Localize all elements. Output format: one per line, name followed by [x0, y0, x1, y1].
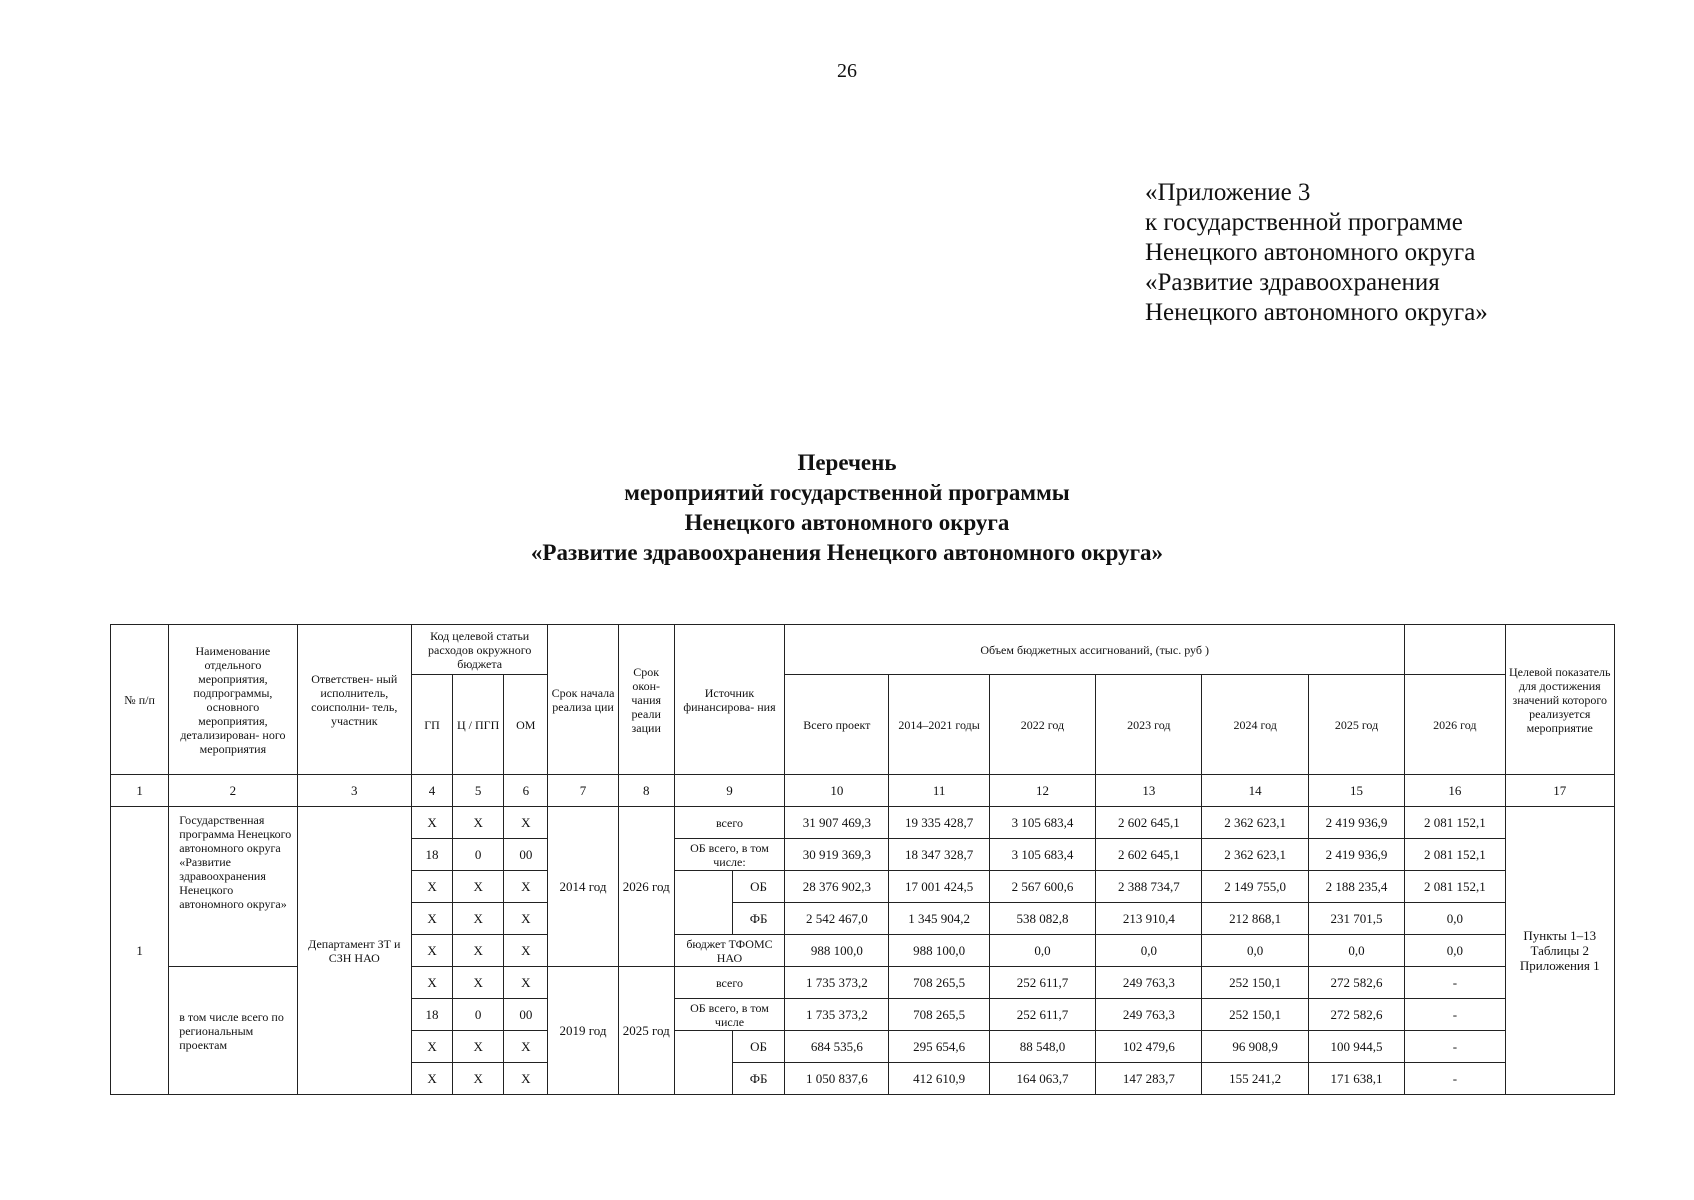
header-volume: Объем бюджетных ассигнований, (тыс. руб ) [785, 625, 1405, 675]
col-number: 4 [411, 775, 452, 807]
header-responsible: Ответствен- ный исполнитель, соисполни- тель, участник [297, 625, 411, 775]
source-indent [674, 1031, 732, 1095]
cell-value: 213 910,4 [1096, 903, 1202, 935]
cell-source: всего [674, 967, 784, 999]
document-title [0, 448, 1694, 568]
start-date: 2014 год [548, 807, 618, 967]
cell-value: 272 582,6 [1308, 967, 1404, 999]
col-number: 8 [618, 775, 674, 807]
cell-value: 708 265,5 [889, 967, 989, 999]
cell-om: Х [504, 903, 548, 935]
cell-source: всего [674, 807, 784, 839]
cell-value: 2 362 623,1 [1202, 839, 1308, 871]
header-start: Срок начала реализа ции [548, 625, 618, 775]
cell-gp: Х [411, 935, 452, 967]
cell-value: 0,0 [989, 935, 1095, 967]
cell-value: 102 479,6 [1096, 1031, 1202, 1063]
cell-value: 252 150,1 [1202, 999, 1308, 1031]
row-number: 1 [111, 807, 169, 1095]
cell-value: 708 265,5 [889, 999, 989, 1031]
header-num: № п/п [111, 625, 169, 775]
appendix-line: «Приложение 3 [1145, 179, 1311, 206]
appendix-note [1145, 178, 1488, 328]
cell-value: - [1405, 1063, 1505, 1095]
cell-value: 88 548,0 [989, 1031, 1095, 1063]
cell-value: 3 105 683,4 [989, 807, 1095, 839]
cell-value: 2 602 645,1 [1096, 807, 1202, 839]
appendix-line: «Развитие здравоохранения [1145, 269, 1440, 296]
appendix-line: к государственной программе [1145, 209, 1463, 236]
col-number: 16 [1405, 775, 1505, 807]
cell-value: 2 081 152,1 [1405, 839, 1505, 871]
cell-cpgp: Х [453, 1063, 504, 1095]
cell-value: 684 535,6 [785, 1031, 889, 1063]
cell-value: 100 944,5 [1308, 1031, 1404, 1063]
cell-value: 2 188 235,4 [1308, 871, 1404, 903]
regional-projects-name: в том числе всего по региональным проектам [169, 967, 297, 1095]
cell-source: ФБ [732, 903, 784, 935]
cell-value: 2 419 936,9 [1308, 807, 1404, 839]
header-2022: 2022 год [989, 675, 1095, 775]
cell-om: Х [504, 807, 548, 839]
cell-gp: Х [411, 903, 452, 935]
cell-value: - [1405, 999, 1505, 1031]
cell-cpgp: Х [453, 935, 504, 967]
col-number: 5 [453, 775, 504, 807]
target-indicator: Пункты 1–13 Таблицы 2 Приложения 1 [1505, 807, 1614, 1095]
appendix-line: Ненецкого автономного округа» [1145, 299, 1488, 326]
cell-gp: 18 [411, 839, 452, 871]
col-number: 14 [1202, 775, 1308, 807]
end-date: 2025 год [618, 967, 674, 1095]
cell-value: 18 347 328,7 [889, 839, 989, 871]
cell-value: 0,0 [1096, 935, 1202, 967]
cell-value: 2 362 623,1 [1202, 807, 1308, 839]
cell-value: 19 335 428,7 [889, 807, 989, 839]
cell-value: 147 283,7 [1096, 1063, 1202, 1095]
cell-value: 538 082,8 [989, 903, 1095, 935]
cell-value: 155 241,2 [1202, 1063, 1308, 1095]
cell-value: 2 419 936,9 [1308, 839, 1404, 871]
col-number: 7 [548, 775, 618, 807]
col-number: 9 [674, 775, 784, 807]
cell-value: 0,0 [1308, 935, 1404, 967]
header-cpgp: Ц / ПГП [453, 675, 504, 775]
cell-om: Х [504, 967, 548, 999]
cell-source: ОБ [732, 1031, 784, 1063]
col-number: 10 [785, 775, 889, 807]
title-line: Ненецкого автономного округа [684, 510, 1010, 535]
col-number: 3 [297, 775, 411, 807]
header-2023: 2023 год [1096, 675, 1202, 775]
col-number: 1 [111, 775, 169, 807]
cell-value: 1 050 837,6 [785, 1063, 889, 1095]
source-indent [674, 871, 732, 935]
cell-source: ОБ всего, в том числе [674, 999, 784, 1031]
cell-source: ОБ всего, в том числе: [674, 839, 784, 871]
cell-value: 1 735 373,2 [785, 999, 889, 1031]
program-name: Государственная программа Ненецкого автономного округа «Развитие здравоохранения Ненецкого автономного округа» [169, 807, 297, 967]
cell-om: Х [504, 1063, 548, 1095]
cell-cpgp: Х [453, 807, 504, 839]
cell-source: ФБ [732, 1063, 784, 1095]
col-number: 2 [169, 775, 297, 807]
header-2014: 2014–2021 годы [889, 675, 989, 775]
cell-value: 2 081 152,1 [1405, 807, 1505, 839]
cell-value: 295 654,6 [889, 1031, 989, 1063]
cell-value: 96 908,9 [1202, 1031, 1308, 1063]
cell-value: 28 376 902,3 [785, 871, 889, 903]
cell-value: 164 063,7 [989, 1063, 1095, 1095]
cell-value: 0,0 [1202, 935, 1308, 967]
cell-value: 2 081 152,1 [1405, 871, 1505, 903]
cell-gp: Х [411, 807, 452, 839]
header-gp: ГП [411, 675, 452, 775]
cell-gp: 18 [411, 999, 452, 1031]
col-number: 13 [1096, 775, 1202, 807]
cell-value: 2 388 734,7 [1096, 871, 1202, 903]
cell-value: 0,0 [1405, 935, 1505, 967]
cell-cpgp: 0 [453, 839, 504, 871]
cell-cpgp: 0 [453, 999, 504, 1031]
end-date: 2026 год [618, 807, 674, 967]
cell-value: 31 907 469,3 [785, 807, 889, 839]
cell-value: 0,0 [1405, 903, 1505, 935]
cell-om: Х [504, 871, 548, 903]
cell-value: 3 105 683,4 [989, 839, 1095, 871]
cell-gp: Х [411, 871, 452, 903]
header-2025: 2025 год [1308, 675, 1404, 775]
cell-cpgp: Х [453, 871, 504, 903]
cell-source: ОБ [732, 871, 784, 903]
start-date: 2019 год [548, 967, 618, 1095]
title-line: Перечень [797, 450, 897, 475]
cell-value: 212 868,1 [1202, 903, 1308, 935]
responsible-executor: Департамент ЗТ и СЗН НАО [297, 807, 411, 1095]
cell-value: 988 100,0 [889, 935, 989, 967]
table-row [111, 807, 1615, 839]
header-end: Срок окон- чания реали зации [618, 625, 674, 775]
cell-om: Х [504, 1031, 548, 1063]
cell-cpgp: Х [453, 1031, 504, 1063]
header-2026: 2026 год [1405, 675, 1505, 775]
cell-om: 00 [504, 999, 548, 1031]
cell-value: 17 001 424,5 [889, 871, 989, 903]
cell-value: - [1405, 1031, 1505, 1063]
cell-value: 988 100,0 [785, 935, 889, 967]
title-line: «Развитие здравоохранения Ненецкого автономного округа» [530, 540, 1164, 565]
col-number: 6 [504, 775, 548, 807]
cell-cpgp: Х [453, 903, 504, 935]
header-code: Код целевой статьи расходов окружного бюджета [411, 625, 547, 675]
cell-value: 249 763,3 [1096, 999, 1202, 1031]
cell-value: 412 610,9 [889, 1063, 989, 1095]
cell-value: 252 611,7 [989, 967, 1095, 999]
cell-gp: Х [411, 1031, 452, 1063]
cell-gp: Х [411, 967, 452, 999]
cell-om: Х [504, 935, 548, 967]
header-source: Источник финансирова- ния [674, 625, 784, 775]
col-number: 12 [989, 775, 1095, 807]
cell-value: 249 763,3 [1096, 967, 1202, 999]
cell-cpgp: Х [453, 967, 504, 999]
col-number: 15 [1308, 775, 1404, 807]
cell-value: 272 582,6 [1308, 999, 1404, 1031]
cell-value: 2 542 467,0 [785, 903, 889, 935]
header-2024: 2024 год [1202, 675, 1308, 775]
cell-om: 00 [504, 839, 548, 871]
cell-value: - [1405, 967, 1505, 999]
col-number: 11 [889, 775, 989, 807]
measures-table [110, 624, 1615, 1095]
cell-value: 1 345 904,2 [889, 903, 989, 935]
cell-gp: Х [411, 1063, 452, 1095]
cell-value: 171 638,1 [1308, 1063, 1404, 1095]
title-line: мероприятий государственной программы [624, 480, 1070, 505]
cell-source: бюджет ТФОМС НАО [674, 935, 784, 967]
cell-value: 2 149 755,0 [1202, 871, 1308, 903]
page-number: 26 [837, 60, 857, 82]
header-om: ОМ [504, 675, 548, 775]
header-target: Целевой показатель для достижения значений которого реализуется мероприятие [1505, 625, 1614, 775]
cell-value: 252 150,1 [1202, 967, 1308, 999]
col-number: 17 [1505, 775, 1614, 807]
appendix-line: Ненецкого автономного округа [1145, 239, 1476, 266]
cell-value: 30 919 369,3 [785, 839, 889, 871]
cell-value: 2 567 600,6 [989, 871, 1095, 903]
cell-value: 252 611,7 [989, 999, 1095, 1031]
cell-value: 231 701,5 [1308, 903, 1404, 935]
header-total: Всего проект [785, 675, 889, 775]
header-name: Наименование отдельного мероприятия, подпрограммы, основного мероприятия, детализирован- ного мероприятия [169, 625, 297, 775]
cell-value: 2 602 645,1 [1096, 839, 1202, 871]
header-empty [1405, 625, 1505, 675]
cell-value: 1 735 373,2 [785, 967, 889, 999]
